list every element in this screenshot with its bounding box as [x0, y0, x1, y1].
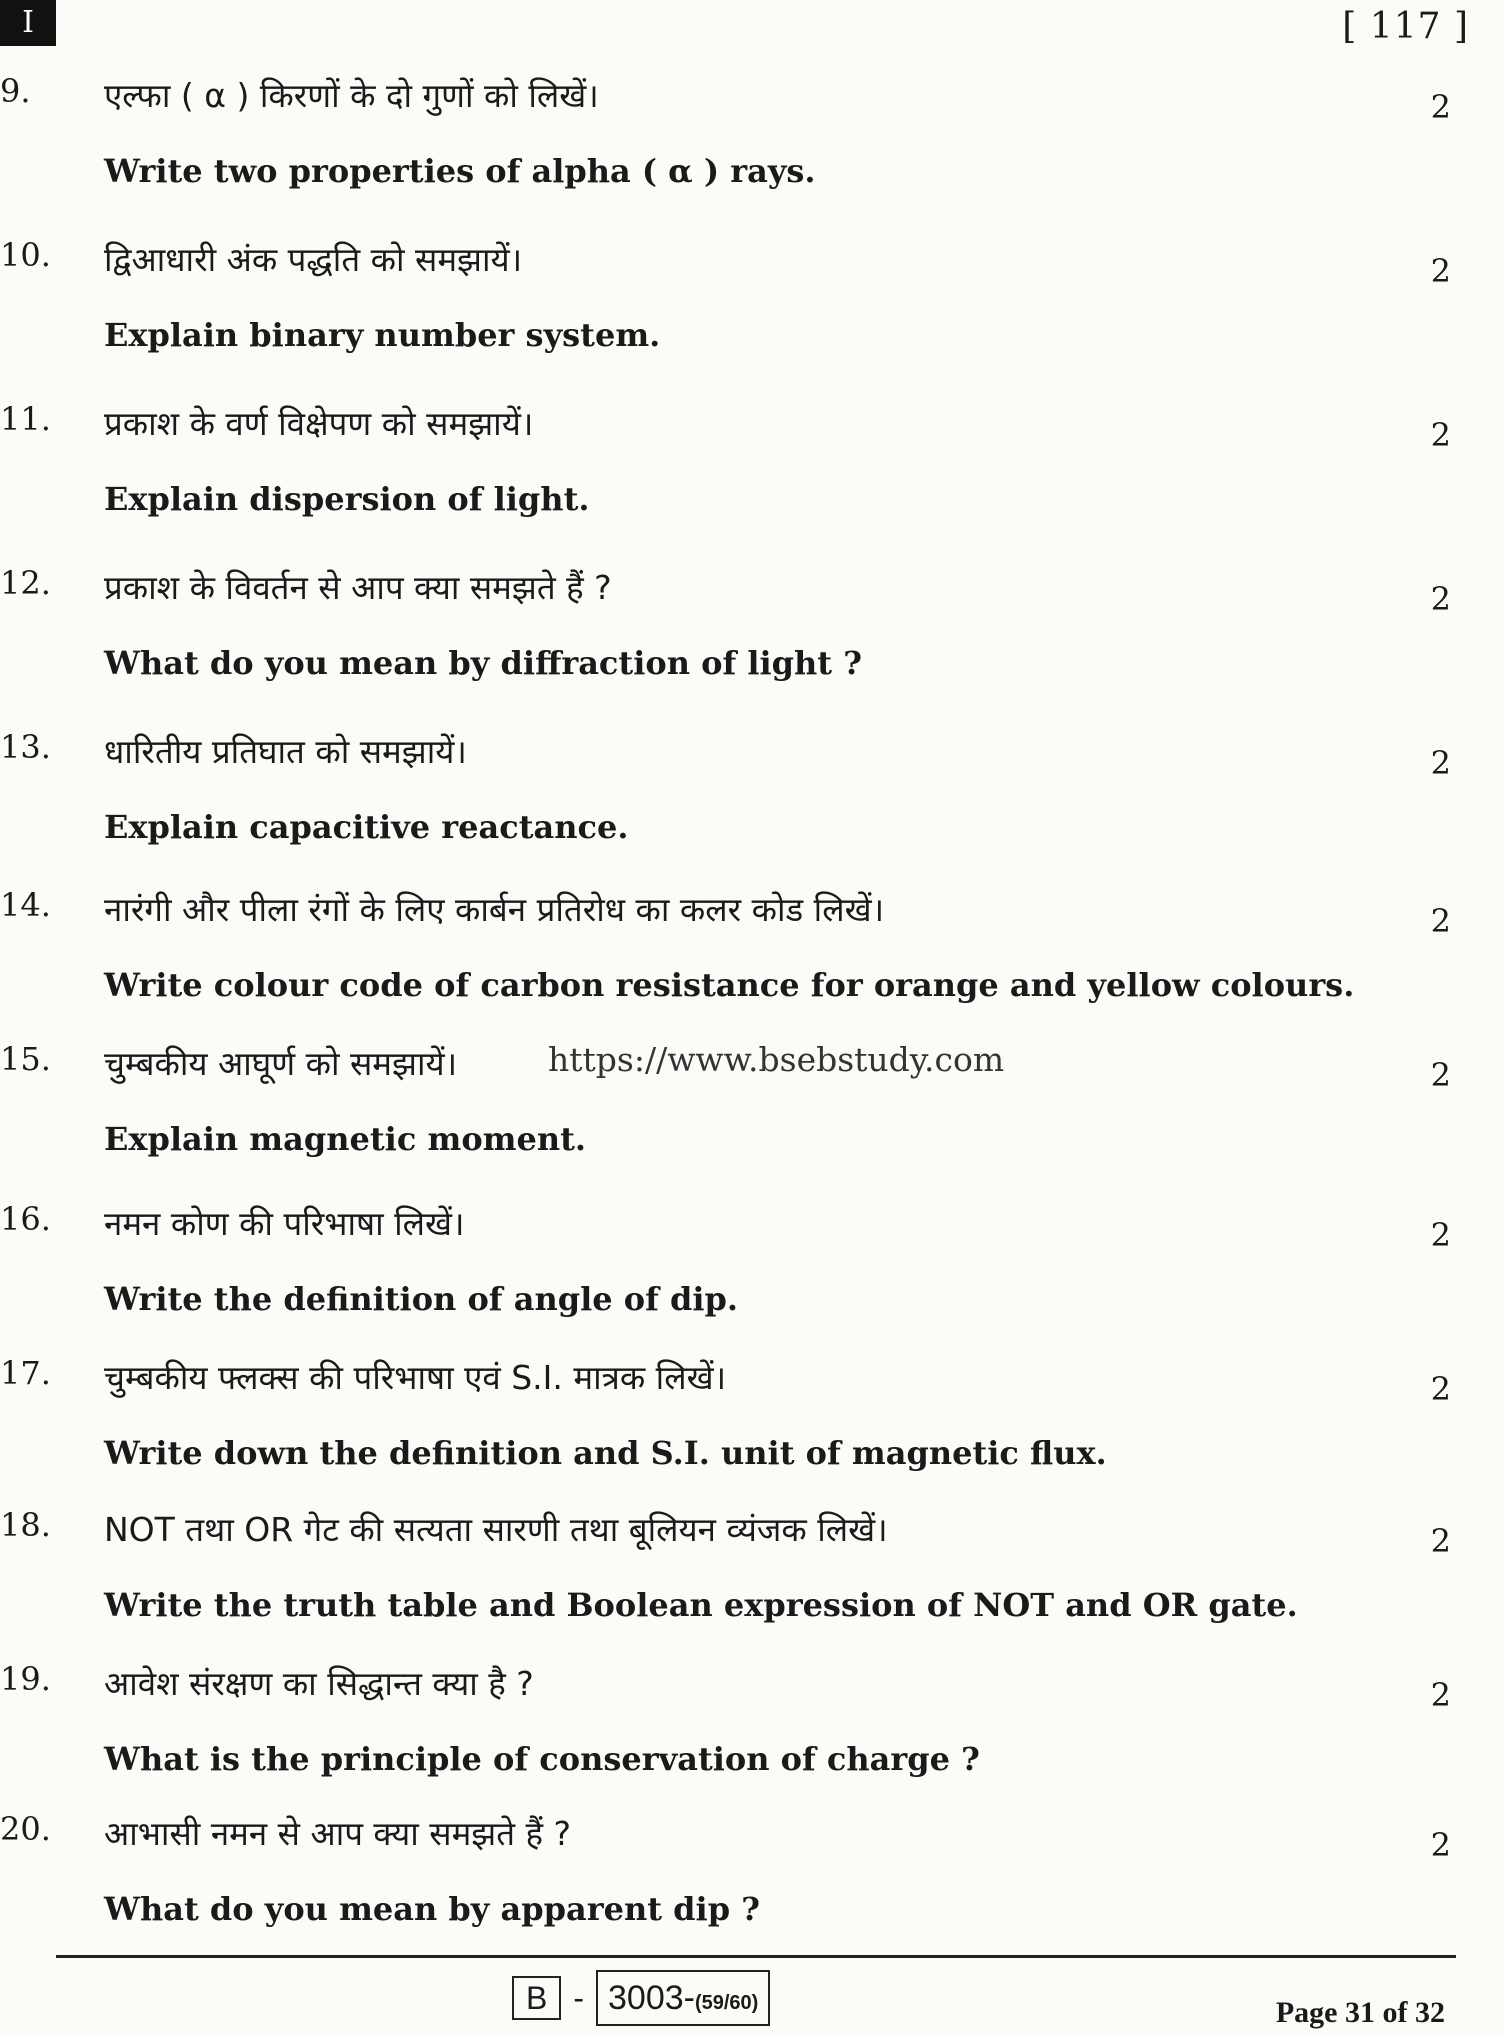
question-marks: 2	[1430, 580, 1451, 618]
question-number: 16.	[0, 1200, 51, 1238]
question-english: Write down the definition and S.I. unit of magnetic flux.	[104, 1434, 1107, 1472]
question-number: 18.	[0, 1506, 51, 1544]
question-marks: 2	[1430, 1676, 1451, 1714]
question-number: 17.	[0, 1354, 51, 1392]
question-9	[0, 72, 1505, 232]
question-hindi: द्विआधारी अंक पद्धति को समझायें।	[104, 240, 523, 279]
series-box: B	[512, 1976, 561, 2020]
question-marks: 2	[1430, 416, 1451, 454]
paper-code-sub: (59/60)	[694, 1992, 759, 2014]
question-hindi: एल्फा ( α ) किरणों के दो गुणों को लिखें।	[104, 76, 599, 115]
footer-divider	[56, 1955, 1456, 1958]
question-marks: 2	[1430, 1370, 1451, 1408]
question-18	[0, 1506, 1505, 1666]
question-number: 14.	[0, 886, 51, 924]
question-hindi: आभासी नमन से आप क्या समझते हैं ?	[104, 1814, 572, 1853]
question-16	[0, 1200, 1505, 1360]
question-17	[0, 1354, 1505, 1514]
question-hindi: प्रकाश के वर्ण विक्षेपण को समझायें।	[104, 404, 534, 443]
question-english: Write the truth table and Boolean expression of NOT and OR gate.	[104, 1586, 1298, 1624]
question-marks: 2	[1430, 902, 1451, 940]
question-marks: 2	[1430, 744, 1451, 782]
question-english: What do you mean by diffraction of light ?	[104, 644, 862, 682]
paper-code-box	[596, 1970, 770, 2026]
question-12	[0, 564, 1505, 724]
question-english: Explain magnetic moment.	[104, 1120, 587, 1158]
question-marks: 2	[1430, 1056, 1451, 1094]
question-hindi: नारंगी और पीला रंगों के लिए कार्बन प्रतिरोध का कलर कोड लिखें।	[104, 890, 885, 929]
question-hindi: चुम्बकीय आघूर्ण को समझायें।	[104, 1044, 458, 1083]
question-number: 20.	[0, 1810, 51, 1848]
question-hindi: NOT तथा OR गेट की सत्यता सारणी तथा बूलियन व्यंजक लिखें।	[104, 1510, 888, 1549]
question-english: Explain binary number system.	[104, 316, 661, 354]
question-number: 11.	[0, 400, 51, 438]
footer-paper-code	[512, 1970, 770, 2026]
question-13	[0, 728, 1505, 888]
corner-mark: I	[0, 0, 56, 46]
question-english: What is the principle of conservation of charge ?	[104, 1740, 980, 1778]
page-number: Page 31 of 32	[1275, 1996, 1445, 2029]
question-english: What do you mean by apparent dip ?	[104, 1890, 760, 1928]
question-number: 12.	[0, 564, 51, 602]
question-11	[0, 400, 1505, 560]
question-marks: 2	[1430, 88, 1451, 126]
question-20	[0, 1810, 1505, 1970]
question-14	[0, 886, 1505, 1046]
question-english: Write two properties of alpha ( α ) rays.	[104, 152, 816, 190]
question-marks: 2	[1430, 1522, 1451, 1560]
question-number: 13.	[0, 728, 51, 766]
page-code: [ 117 ]	[1342, 6, 1469, 47]
question-marks: 2	[1430, 1826, 1451, 1864]
question-hindi: धारितीय प्रतिघात को समझायें।	[104, 732, 467, 771]
question-number: 19.	[0, 1660, 51, 1698]
watermark-url: https://www.bsebstudy.com	[548, 1040, 1005, 1079]
series-dash: -	[573, 1979, 584, 2016]
question-english: Write colour code of carbon resistance for orange and yellow colours.	[104, 966, 1355, 1004]
question-number: 10.	[0, 236, 51, 274]
question-marks: 2	[1430, 252, 1451, 290]
question-english: Explain dispersion of light.	[104, 480, 590, 518]
question-hindi: प्रकाश के विवर्तन से आप क्या समझते हैं ?	[104, 568, 612, 607]
question-19	[0, 1660, 1505, 1820]
paper-code: 3003-	[608, 1979, 695, 2017]
question-english: Explain capacitive reactance.	[104, 808, 629, 846]
question-english: Write the definition of angle of dip.	[104, 1280, 739, 1318]
question-hindi: नमन कोण की परिभाषा लिखें।	[104, 1204, 465, 1243]
question-marks: 2	[1430, 1216, 1451, 1254]
question-number: 15.	[0, 1040, 51, 1078]
question-number: 9.	[0, 72, 31, 110]
question-hindi: आवेश संरक्षण का सिद्धान्त क्या है ?	[104, 1664, 534, 1703]
question-10	[0, 236, 1505, 396]
question-hindi: चुम्बकीय फ्लक्स की परिभाषा एवं S.I. मात्रक लिखें।	[104, 1358, 727, 1397]
